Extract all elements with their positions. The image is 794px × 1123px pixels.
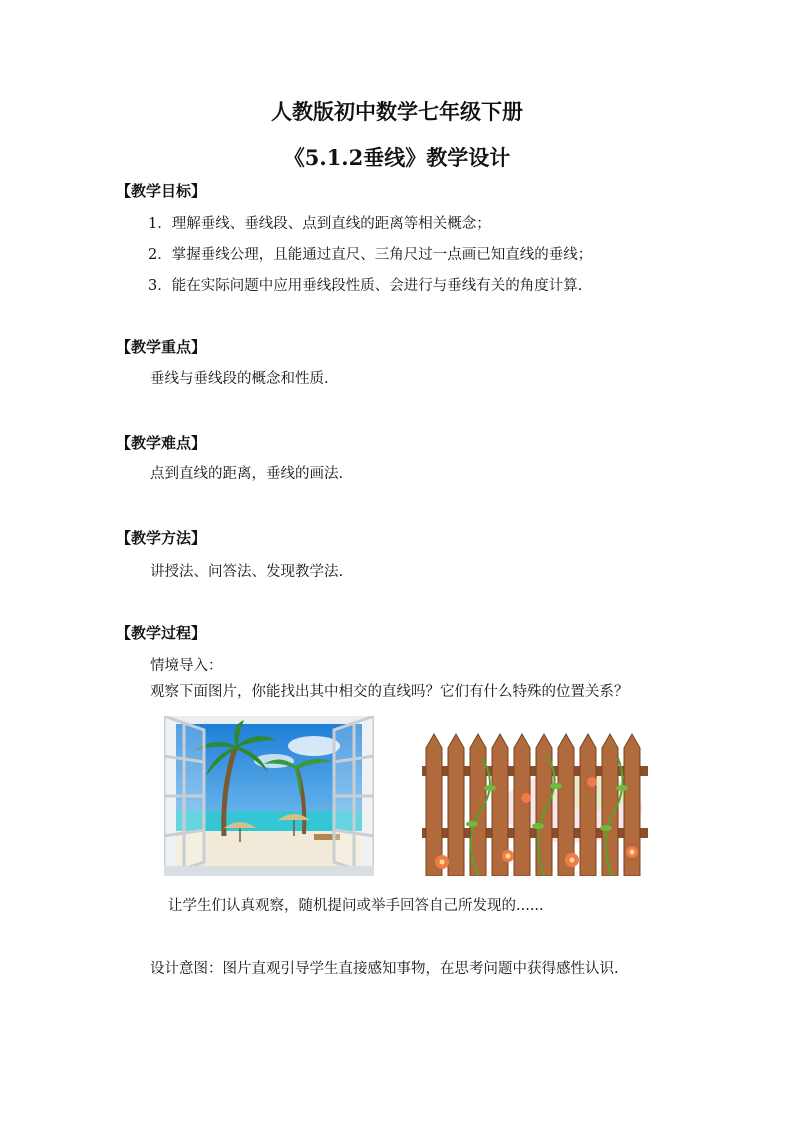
objectives-heading: 【教学目标】 [116, 182, 207, 200]
methods-text: 讲授法、问答法、发现教学法. [150, 564, 344, 580]
doc-subtitle: 《5.1.2垂线》教学设计 [283, 145, 511, 170]
design-intent: 设计意图：图片直观引导学生直接感知事物，在思考问题中获得感性认识. [150, 961, 619, 977]
key-points-heading: 【教学重点】 [116, 338, 207, 356]
doc-title: 人教版初中数学七年级下册 [271, 99, 523, 124]
wooden-fence-icon [422, 728, 648, 876]
window-beach-image [164, 716, 374, 876]
window-beach-icon [164, 716, 374, 876]
process-heading: 【教学过程】 [116, 624, 207, 642]
key-points-text: 垂线与垂线段的概念和性质. [150, 371, 329, 387]
objective-item: 3．能在实际问题中应用垂线段性质、会进行与垂线有关的角度计算. [148, 278, 583, 294]
wooden-fence-image [422, 728, 648, 876]
observe-instruction: 让学生们认真观察，随机提问或举手回答自己所发现的...... [168, 898, 544, 914]
methods-heading: 【教学方法】 [116, 529, 207, 547]
intro-label: 情境导入： [150, 658, 223, 674]
difficulties-heading: 【教学难点】 [116, 434, 207, 452]
observe-question: 观察下面图片，你能找出其中相交的直线吗？它们有什么特殊的位置关系？ [150, 684, 629, 700]
difficulties-text: 点到直线的距离，垂线的画法. [150, 466, 344, 482]
objective-item: 1．理解垂线、垂线段、点到直线的距离等相关概念； [148, 216, 491, 232]
objective-item: 2．掌握垂线公理，且能通过直尺、三角尺过一点画已知直线的垂线； [148, 247, 593, 263]
